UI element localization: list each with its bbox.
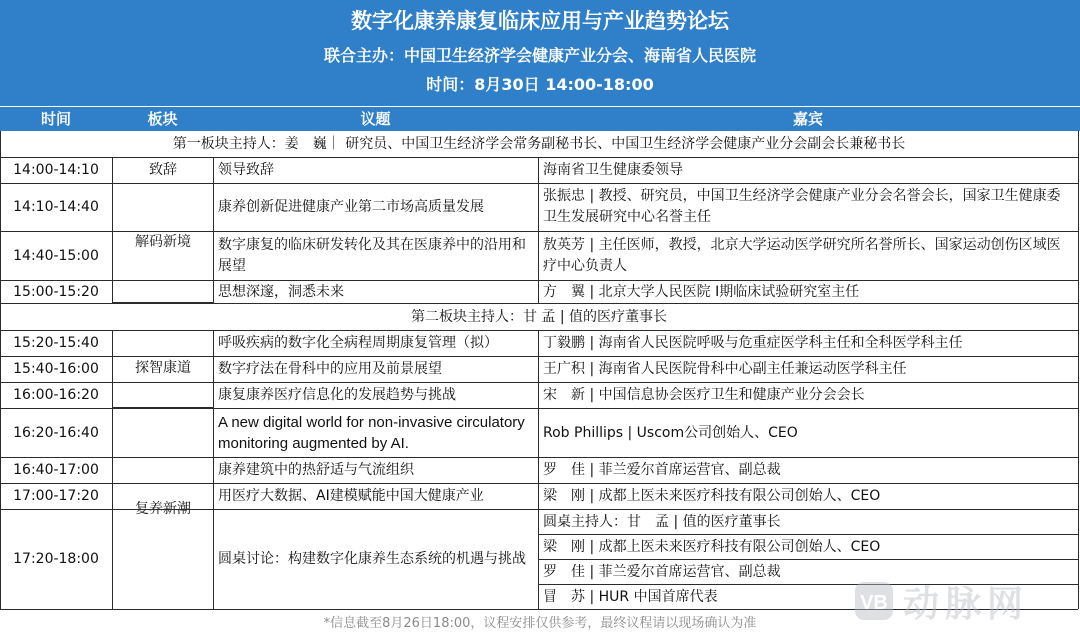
vb-logo-icon (853, 580, 895, 622)
table-row (0, 484, 1078, 510)
guest-cell: 罗 佳 | 菲兰爱尔首席运营官、副总裁 (538, 458, 1078, 483)
table-row (0, 183, 1078, 232)
forum-time: 时间：8月30日 14:00-18:00 (426, 75, 654, 94)
topic-cell: 数字康复的临床研发转化及其在医康养中的沿用和展望 (213, 232, 538, 280)
topic-cell: 呼吸疾病的数字化全病程周期康复管理（拟） (213, 330, 538, 356)
table-border-right (1078, 131, 1079, 609)
time-cell: 14:10-14:40 (13, 198, 99, 215)
time-cell: 16:00-16:20 (13, 387, 99, 403)
guest-cell: Rob Phillips | Uscom公司创始人、CEO (538, 409, 1078, 457)
guest-cell: 张振忠 | 教授、研究员，中国卫生经济学会健康产业分会名誉会长，国家卫生健康委卫生发展研究中心名誉主任 (538, 183, 1078, 231)
column-header-row (0, 107, 1080, 131)
table-row (0, 330, 1078, 357)
table-row (0, 409, 1078, 458)
topic-cell: 康复康养医疗信息化的发展趋势与挑战 (213, 383, 538, 408)
column-header-time: 时间 (40, 110, 71, 128)
guest-cell: 王广积 | 海南省人民医院骨科中心副主任兼运动医学科主任 (538, 357, 1078, 382)
table-row (0, 357, 1078, 383)
topic-cell: A new digital world for non-invasive circulatory monitoring augmented by AI. (213, 409, 538, 457)
watermark-text: 动脉网 (903, 583, 1030, 625)
time-cell: 16:40-17:00 (13, 462, 99, 478)
topic-cell: 思想深邃，洞悉未来 (213, 281, 538, 303)
svg-text:VB: VB (860, 592, 888, 614)
column-header-guest: 嘉宾 (792, 110, 823, 128)
topic-cell: 康养建筑中的热舒适与气流组织 (213, 458, 538, 483)
table-row (0, 157, 1078, 184)
watermark (853, 575, 1075, 627)
guest-cell: 宋 新 | 中国信息协会医疗卫生和健康产业分会会长 (538, 383, 1078, 408)
page-title: 数字化康养康复临床应用与产业趋势论坛 (351, 9, 729, 33)
table-row (0, 281, 1078, 304)
time-cell: 15:40-16:00 (13, 361, 99, 377)
section-cell: 解码新境 (112, 183, 213, 303)
section-cell: 探智康道 (112, 330, 213, 408)
time-cell: 16:20-16:40 (13, 424, 99, 441)
topic-cell: 康养创新促进健康产业第二市场高质量发展 (213, 183, 538, 231)
time-cell: 17:00-17:20 (13, 488, 99, 504)
table-row (0, 383, 1078, 409)
guest-cell: 丁毅鹏 | 海南省人民医院呼吸与危重症医学科主任和全科医学科主任 (538, 330, 1078, 356)
guest-cell: 方 翼 | 北京大学人民医院 I期临床试验研究室主任 (538, 281, 1078, 303)
time-cell: 14:40-15:00 (13, 247, 99, 264)
table-row (0, 232, 1078, 281)
time-cell: 15:00-15:20 (13, 283, 99, 300)
column-header-topic: 议题 (360, 110, 391, 128)
guest-cell: 冒 苏 | HUR 中国首席代表 (538, 585, 1078, 609)
section-cell: 致辞 (112, 157, 213, 183)
topic-cell: 数字疗法在骨科中的应用及前景展望 (213, 357, 538, 382)
organizers-line: 联合主办：中国卫生经济学会健康产业分会、海南省人民医院 (323, 46, 756, 65)
topic-cell: 领导致辞 (213, 157, 538, 183)
column-header-section: 板块 (147, 110, 178, 128)
topic-cell: 用医疗大数据、AI建模赋能中国大健康产业 (213, 484, 538, 509)
session1-host-row (0, 131, 1078, 158)
session2-host: 第二板块主持人：甘 孟 | 值的医疗董事长 (410, 308, 668, 325)
section-cell: 复养新潮 (112, 409, 213, 609)
session2-host-row (0, 304, 1078, 331)
table-row (0, 458, 1078, 484)
session1-host: 第一板块主持人：姜 巍｜ 研究员、中国卫生经济学会常务副秘书长、中国卫生经济学会健康产业分会副会长兼秘书长 (172, 135, 906, 152)
guest-cell: 海南省卫生健康委领导 (538, 157, 1078, 183)
guest-cell: 罗 佳 | 菲兰爱尔首席运营官、副总裁 (538, 560, 1078, 585)
guest-cell: 圆桌主持人：甘 孟 | 值的医疗董事长 (538, 510, 1078, 535)
guest-cell: 梁 刚 | 成都上医未来医疗科技有限公司创始人、CEO (538, 535, 1078, 560)
footer-note: *信息截至8月26日18:00，议程安排仅供参考，最终议程请以现场确认为准 (323, 616, 757, 631)
guest-cell: 梁 刚 | 成都上医未来医疗科技有限公司创始人、CEO (538, 484, 1078, 509)
time-cell: 15:20-15:40 (13, 334, 99, 351)
time-cell: 14:00-14:10 (13, 161, 99, 178)
topic-cell: 圆桌讨论：构建数字化康养生态系统的机遇与挑战 (213, 510, 538, 609)
forum-header (0, 0, 1080, 106)
guest-cell: 敖英芳 | 主任医师，教授，北京大学运动医学研究所名誉所长、国家运动创伤区域医疗中心负责人 (538, 232, 1078, 280)
time-cell: 17:20-18:00 (13, 551, 99, 567)
